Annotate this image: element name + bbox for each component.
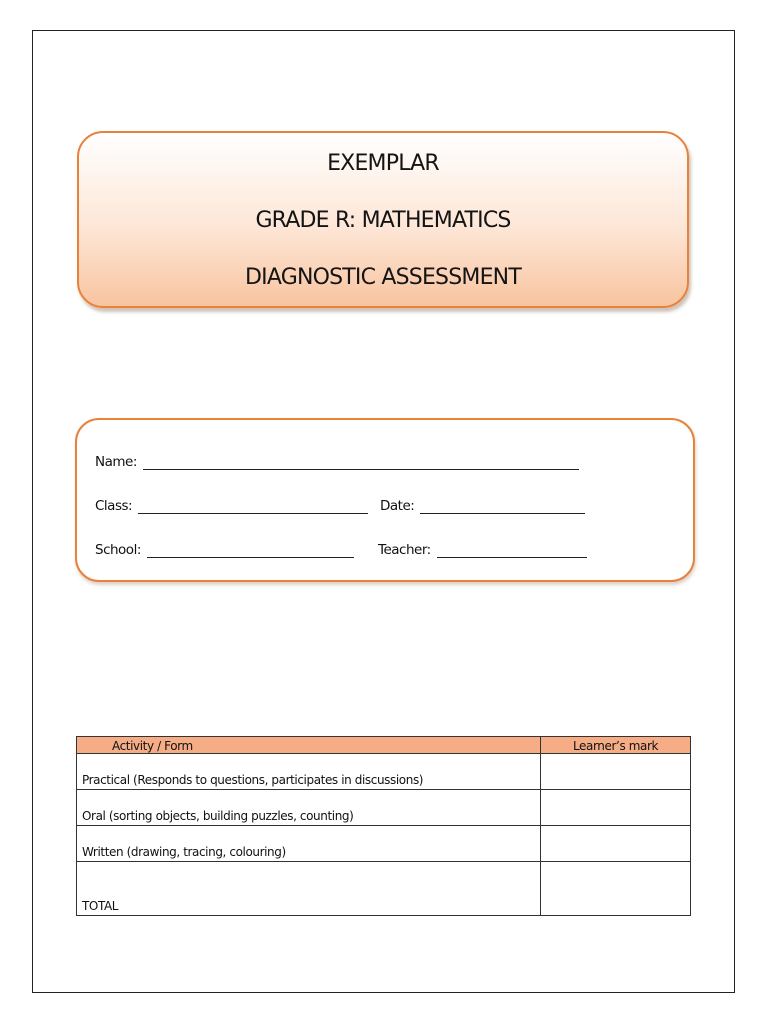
table-row bbox=[77, 790, 691, 826]
teacher-field bbox=[378, 542, 587, 558]
date-label: Date: bbox=[380, 498, 415, 514]
row-practical-label: Practical (Responds to questions, participates in discussions) bbox=[77, 754, 541, 790]
table-row bbox=[77, 754, 691, 790]
title-exemplar: EXEMPLAR bbox=[327, 151, 439, 176]
mark-cell-oral[interactable] bbox=[541, 790, 691, 826]
teacher-label: Teacher: bbox=[378, 542, 431, 558]
header-activity: Activity / Form bbox=[77, 737, 541, 754]
class-label: Class: bbox=[95, 498, 133, 514]
date-field bbox=[380, 498, 585, 514]
title-box bbox=[77, 131, 689, 308]
name-label: Name: bbox=[95, 454, 137, 470]
title-assessment: DIAGNOSTIC ASSESSMENT bbox=[245, 265, 521, 290]
table-row bbox=[77, 826, 691, 862]
marks-table bbox=[76, 736, 691, 916]
learner-info-box bbox=[75, 418, 695, 582]
mark-cell-total[interactable] bbox=[541, 862, 691, 916]
row-written-label: Written (drawing, tracing, colouring) bbox=[77, 826, 541, 862]
teacher-input-line[interactable] bbox=[437, 543, 587, 558]
name-input-line[interactable] bbox=[143, 455, 579, 470]
row-total-label: TOTAL bbox=[77, 862, 541, 916]
table-header-row bbox=[77, 737, 691, 754]
school-input-line[interactable] bbox=[147, 543, 354, 558]
school-label: School: bbox=[95, 542, 141, 558]
title-subject: GRADE R: MATHEMATICS bbox=[255, 208, 511, 233]
name-field bbox=[95, 454, 579, 470]
row-oral-label: Oral (sorting objects, building puzzles, counting) bbox=[77, 790, 541, 826]
mark-cell-practical[interactable] bbox=[541, 754, 691, 790]
class-field bbox=[95, 498, 368, 514]
date-input-line[interactable] bbox=[420, 499, 585, 514]
school-field bbox=[95, 542, 354, 558]
mark-cell-written[interactable] bbox=[541, 826, 691, 862]
header-learner-mark: Learner’s mark bbox=[541, 737, 691, 754]
class-input-line[interactable] bbox=[138, 499, 368, 514]
table-row-total bbox=[77, 862, 691, 916]
